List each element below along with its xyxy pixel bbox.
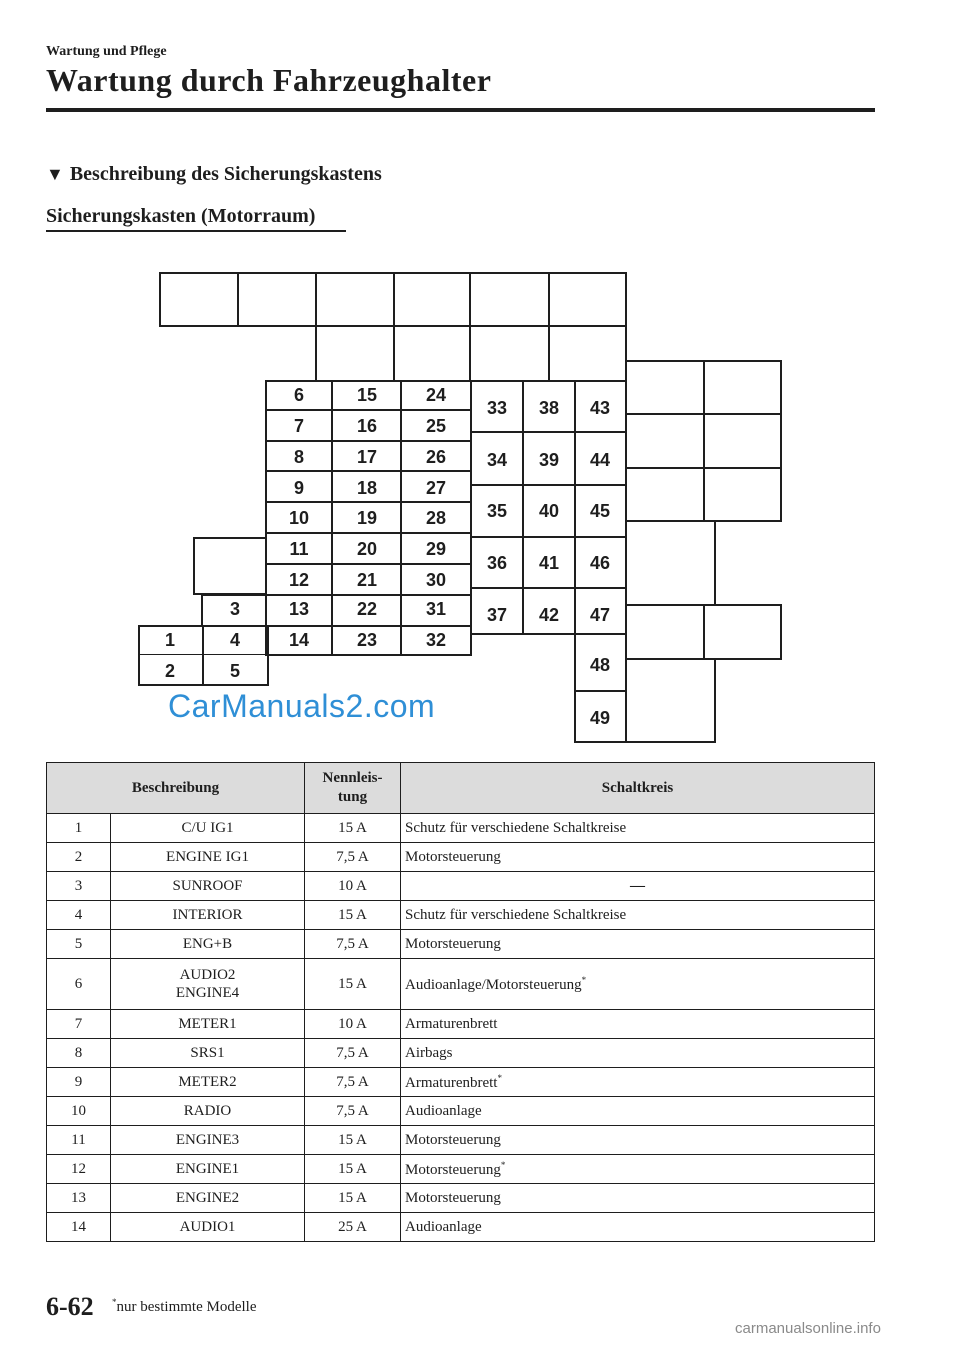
fuse-number-42: 42 [538,605,560,625]
fuse-circuit-cell: Audioanlage [401,1213,875,1242]
fuse-rating-cell: 25 A [305,1213,401,1242]
fuse-rating-cell: 7,5 A [305,843,401,872]
fuse-number-12: 12 [288,570,310,590]
fuse-rating-cell: 15 A [305,901,401,930]
watermark: CarManuals2.com [168,688,436,724]
fuse-description-cell: ENG+B [111,930,305,959]
fuse-circuit-cell: Motorsteuerung [401,843,875,872]
table-row [47,843,875,872]
relay-slot [625,467,705,522]
fuse-number-10: 10 [288,508,310,528]
table-row [47,1213,875,1242]
relay-slot [703,360,782,415]
fuse-circuit-cell: Motorsteuerung [401,1126,875,1155]
page-title: Wartung durch Fahrzeughalter [46,62,492,98]
header-circuit: Schaltkreis [401,763,875,814]
fuse-number-4: 4 [229,630,240,650]
fuse-number-29: 29 [425,539,447,559]
fuse-rating-cell: 15 A [305,1126,401,1155]
relay-slot [703,467,782,522]
fuse-number-24: 24 [425,385,447,405]
fuse-rating-cell: 7,5 A [305,1068,401,1097]
relay-slot [548,272,627,327]
relay-slot [193,537,267,595]
fuse-number-40: 40 [538,501,560,521]
fuse-description-cell: RADIO [111,1097,305,1126]
fuse-number-46: 46 [589,553,611,573]
fuse-number-20: 20 [356,539,378,559]
fuse-description-cell: SUNROOF [111,872,305,901]
fuse-number-47: 47 [589,605,611,625]
fuse-circuit-cell: Schutz für verschiedene Schaltkreise [401,901,875,930]
fuse-description-cell: INTERIOR [111,901,305,930]
fuse-no-cell: 14 [47,1213,111,1242]
relay-slot [393,272,471,327]
fuse-number-35: 35 [486,501,508,521]
fuse-number-23: 23 [356,630,378,650]
fuse-number-17: 17 [356,447,378,467]
fuse-circuit-cell: Audioanlage/Motorsteuerung* [401,959,875,1010]
relay-slot [625,413,705,469]
table-row [47,1184,875,1213]
fuse-number-15: 15 [356,385,378,405]
relay-slot [237,272,317,327]
fuse-number-45: 45 [589,501,611,521]
relay-slot [625,604,705,660]
fuse-no-cell: 12 [47,1155,111,1184]
fuse-description-cell: SRS1 [111,1039,305,1068]
fuse-rating-cell: 10 A [305,1010,401,1039]
fuse-number-28: 28 [425,508,447,528]
fuse-description-cell: ENGINE2 [111,1184,305,1213]
fuse-box-heading: Sicherungskasten (Motorraum) [46,205,316,227]
table-row [47,1126,875,1155]
fuse-rating-cell: 15 A [305,959,401,1010]
table-row [47,872,875,901]
table-row [47,1039,875,1068]
fuse-circuit-cell: Schutz für verschiedene Schaltkreise [401,814,875,843]
fuse-description-cell: METER1 [111,1010,305,1039]
header-description: Beschreibung [47,763,305,814]
fuse-number-18: 18 [356,478,378,498]
fuse-slot [138,654,269,656]
relay-slot [315,272,395,327]
fuse-description-cell: AUDIO1 [111,1213,305,1242]
fuse-circuit-cell: Motorsteuerung [401,930,875,959]
fuse-number-31: 31 [425,599,447,619]
fuse-number-30: 30 [425,570,447,590]
footnote-marker: * [581,974,587,985]
table-row [47,901,875,930]
fuse-number-39: 39 [538,450,560,470]
fuse-no-cell: 6 [47,959,111,1010]
fuse-number-13: 13 [288,599,310,619]
fuse-number-16: 16 [356,416,378,436]
fuse-number-6: 6 [293,385,304,405]
fuse-rating-cell: 15 A [305,1184,401,1213]
table-row [47,1010,875,1039]
table-row [47,1068,875,1097]
fuse-rating-cell: 15 A [305,814,401,843]
fuse-no-cell: 13 [47,1184,111,1213]
fuse-rating-cell: 7,5 A [305,1039,401,1068]
fuse-no-cell: 7 [47,1010,111,1039]
fuse-number-43: 43 [589,398,611,418]
fuse-number-49: 49 [589,708,611,728]
fuse-number-2: 2 [164,661,175,681]
relay-slot [159,272,239,327]
header-rating: Nennleis- tung [305,763,401,814]
fuse-description-cell: AUDIO2 ENGINE4 [111,959,305,1010]
fuse-circuit-cell: Motorsteuerung [401,1184,875,1213]
fuse-no-cell: 1 [47,814,111,843]
fuse-number-21: 21 [356,570,378,590]
fuse-circuit-cell: — [401,872,875,901]
fuse-no-cell: 9 [47,1068,111,1097]
relay-slot [548,325,627,382]
fuse-rating-cell: 10 A [305,872,401,901]
relay-slot [625,520,716,606]
fuse-no-cell: 11 [47,1126,111,1155]
fuse-no-cell: 2 [47,843,111,872]
fuse-number-7: 7 [293,416,304,436]
fuse-rating-cell: 7,5 A [305,1097,401,1126]
fuse-number-27: 27 [425,478,447,498]
page-number: 6-62 [46,1292,94,1321]
table-row [47,930,875,959]
fuse-number-5: 5 [229,661,240,681]
fuse-circuit-cell: Airbags [401,1039,875,1068]
relay-slot [469,325,550,382]
relay-slot [625,658,716,743]
table-header-row [47,763,875,814]
table-row [47,959,875,1010]
section-label: Wartung und Pflege [46,44,167,59]
fuse-table [46,762,875,1242]
relay-slot [703,604,782,660]
relay-slot [469,272,550,327]
fuse-description-cell: ENGINE3 [111,1126,305,1155]
fuse-circuit-cell: Armaturenbrett* [401,1068,875,1097]
fuse-number-26: 26 [425,447,447,467]
fuse-number-37: 37 [486,605,508,625]
fuse-no-cell: 5 [47,930,111,959]
fuse-number-38: 38 [538,398,560,418]
footnote: *nur bestimmte Modelle [112,1297,257,1315]
fuse-description-cell: ENGINE IG1 [111,843,305,872]
fuse-circuit-cell: Motorsteuerung* [401,1155,875,1184]
footnote-marker: * [500,1159,506,1170]
table-row [47,814,875,843]
fuse-number-14: 14 [288,630,310,650]
fuse-number-22: 22 [356,599,378,619]
fuse-rating-cell: 7,5 A [305,930,401,959]
fuse-no-cell: 4 [47,901,111,930]
fuse-circuit-cell: Armaturenbrett [401,1010,875,1039]
relay-slot [703,413,782,469]
fuse-number-19: 19 [356,508,378,528]
fuse-number-41: 41 [538,553,560,573]
fuse-description-cell: ENGINE1 [111,1155,305,1184]
fuse-number-34: 34 [486,450,508,470]
fuse-no-cell: 3 [47,872,111,901]
fuse-rating-cell: 15 A [305,1155,401,1184]
footnote-marker: * [497,1072,502,1083]
table-row [47,1097,875,1126]
fuse-description-cell: METER2 [111,1068,305,1097]
fuse-no-cell: 10 [47,1097,111,1126]
fuse-number-1: 1 [164,630,175,650]
fuse-number-3: 3 [229,599,240,619]
fuse-number-9: 9 [293,478,304,498]
subheading-text: Beschreibung des Sicherungskastens [69,163,382,185]
relay-slot [625,360,705,415]
table-row [47,1155,875,1184]
fuse-circuit-cell: Audioanlage [401,1097,875,1126]
fuse-number-44: 44 [589,450,611,470]
relay-slot [315,325,395,382]
relay-slot [393,325,471,382]
fuse-number-11: 11 [289,539,309,559]
fuse-number-32: 32 [425,630,447,650]
fuse-number-33: 33 [486,398,508,418]
fuse-no-cell: 8 [47,1039,111,1068]
triangle-down-icon: ▼ [46,164,64,184]
fuse-description-cell: C/U IG1 [111,814,305,843]
fuse-number-36: 36 [486,553,508,573]
fuse-number-48: 48 [589,655,611,675]
fuse-number-8: 8 [293,447,304,467]
fuse-number-25: 25 [425,416,447,436]
site-credit: carmanualsonline.info [735,1320,881,1337]
